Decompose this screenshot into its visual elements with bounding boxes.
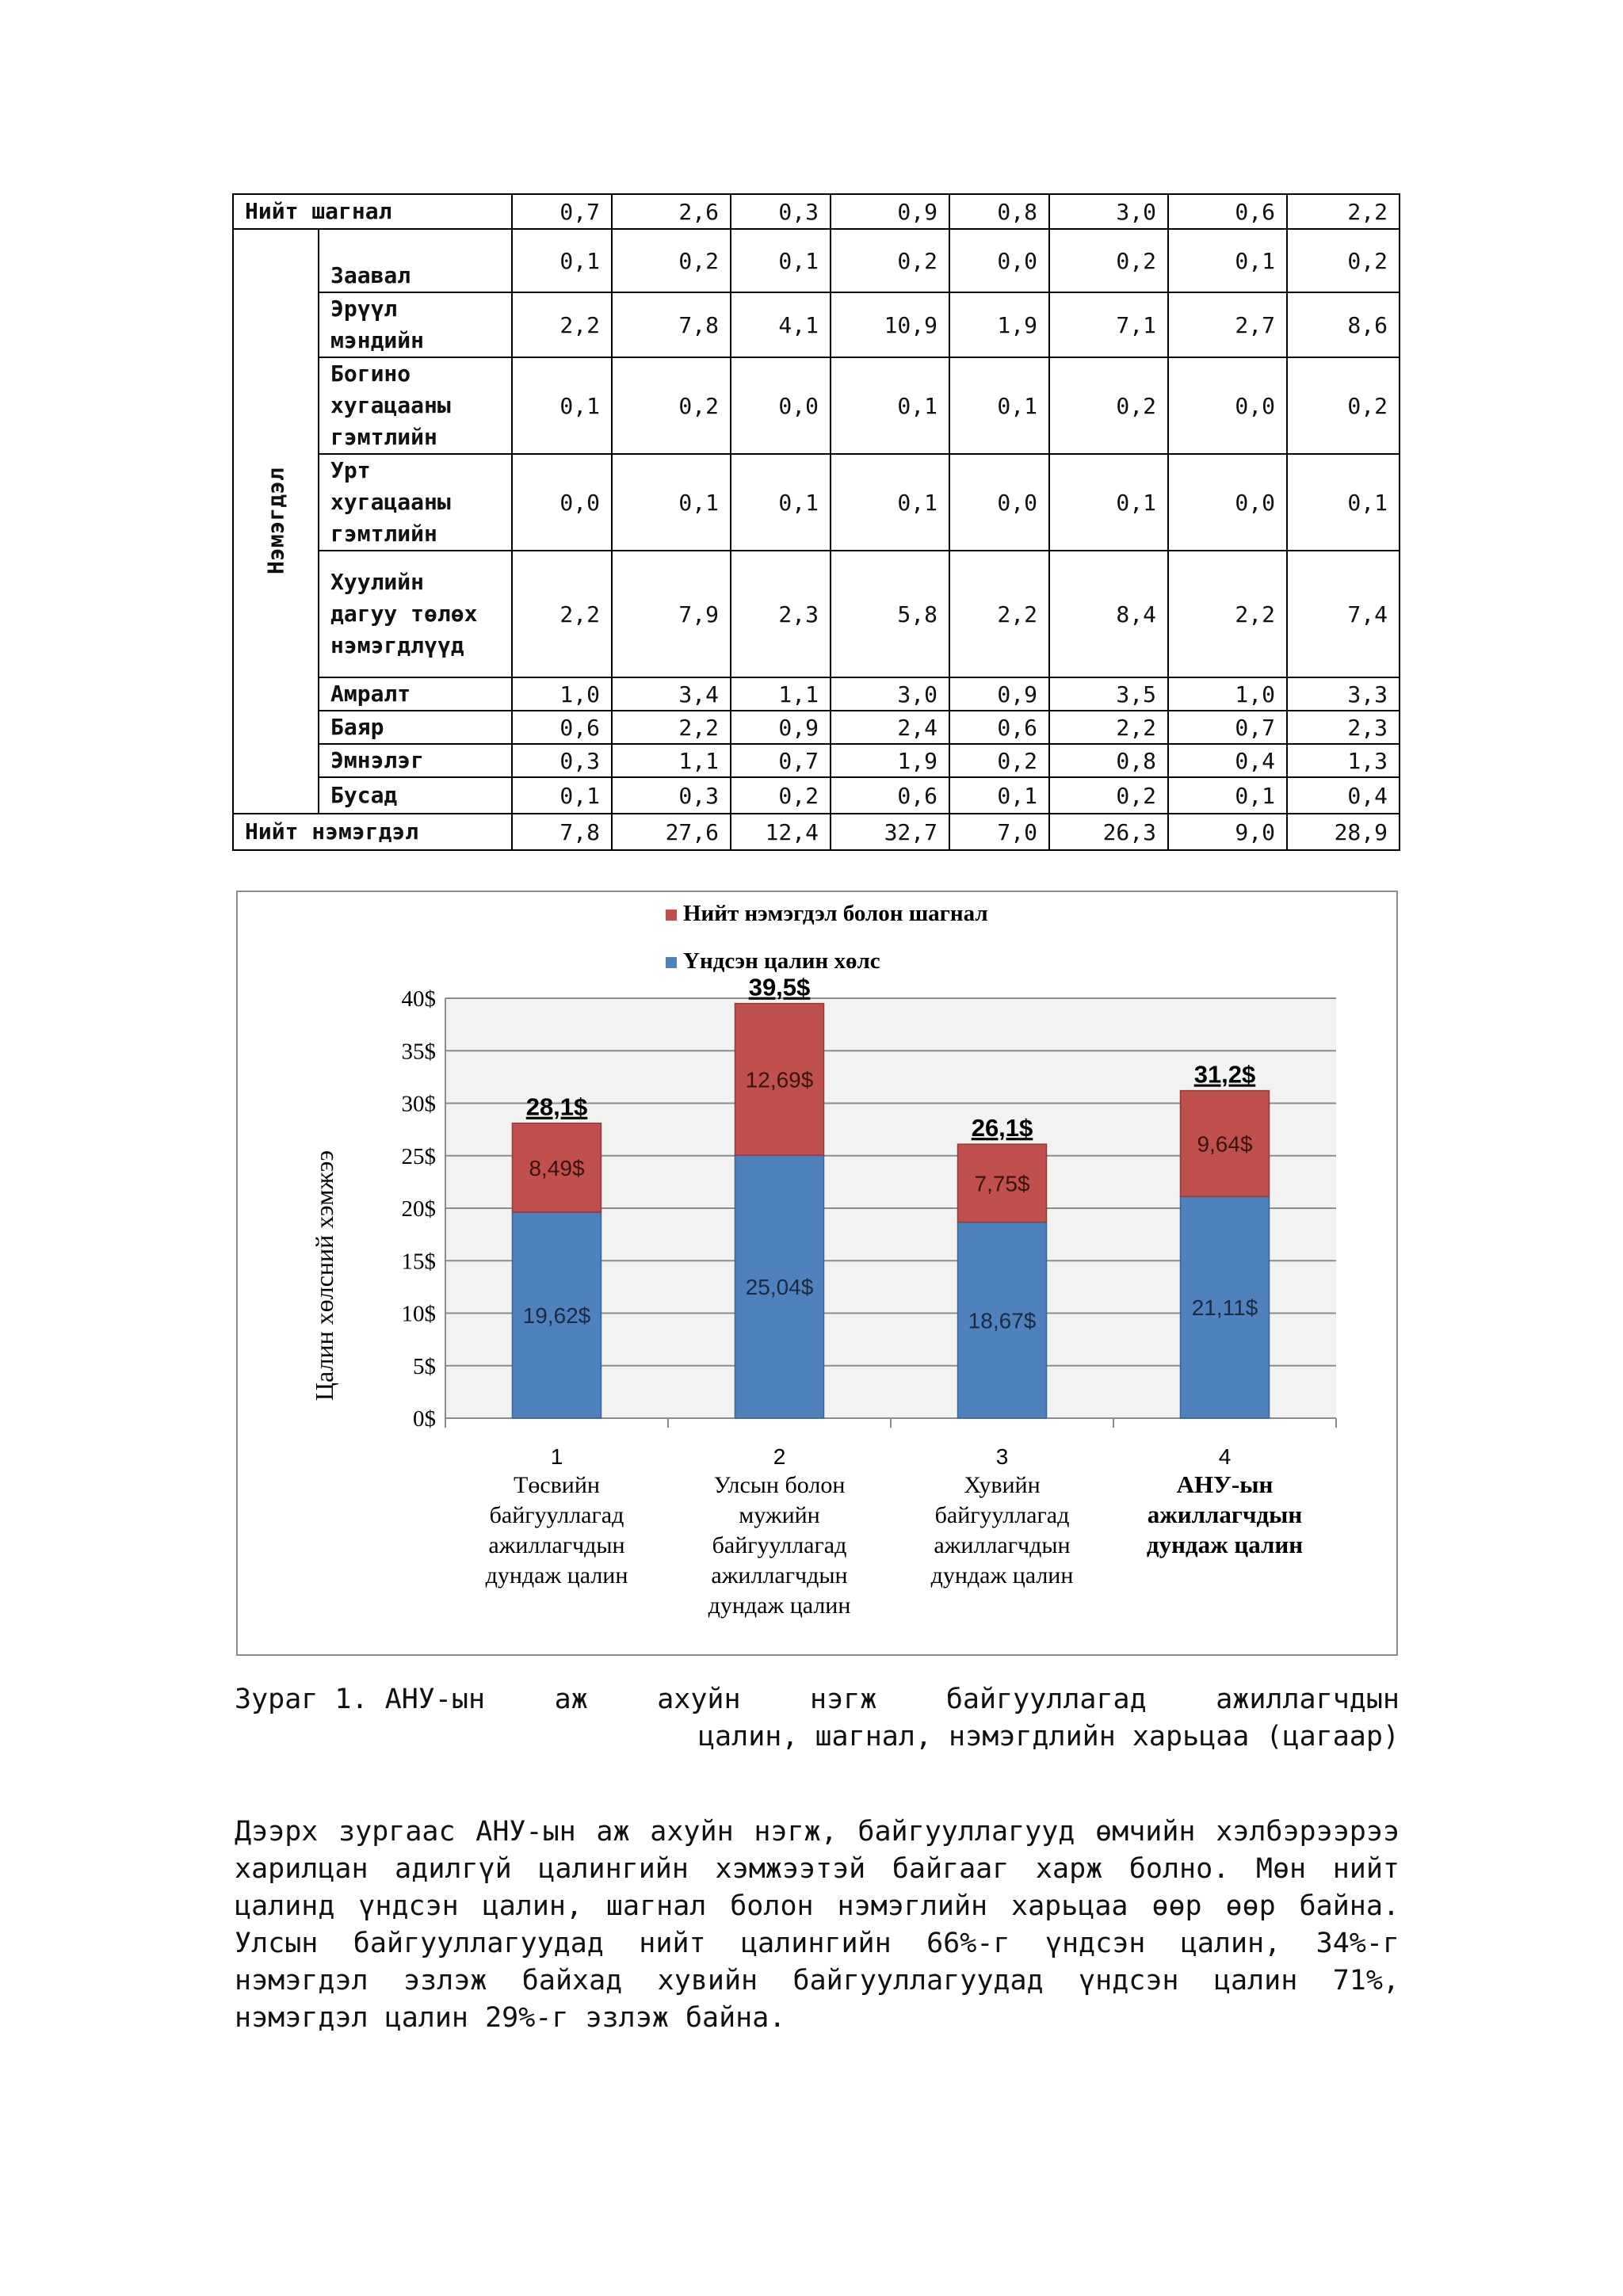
x-category-label: байгууллагад <box>489 1502 624 1528</box>
table-cell: 0,9 <box>949 677 1049 711</box>
data-label-base-salary: 19,62$ <box>522 1303 591 1329</box>
data-label-total: 31,2$ <box>1193 1060 1256 1089</box>
row-label: Бусад <box>319 777 512 814</box>
table-cell: 0,2 <box>1287 357 1400 454</box>
wage-breakdown-table <box>232 193 1400 851</box>
table-cell: 1,0 <box>512 677 612 711</box>
x-category-number: 4 <box>1218 1444 1232 1469</box>
table-row <box>233 677 1400 711</box>
table-row <box>233 711 1400 744</box>
data-label-allowance: 12,69$ <box>745 1067 814 1093</box>
caption-word: нэгж <box>810 1684 877 1715</box>
table-cell: 2,2 <box>1168 551 1287 677</box>
table-cell: 0,3 <box>612 777 731 814</box>
table-cell: 0,1 <box>949 357 1049 454</box>
x-category-label: дундаж цалин <box>708 1592 851 1619</box>
x-category-label: Улсын болон <box>713 1472 846 1498</box>
table-cell: 0,0 <box>1168 454 1287 551</box>
legend-label-base-salary: Үндсэн цалин хөлс <box>683 948 880 974</box>
table-cell: 2,2 <box>512 551 612 677</box>
table-cell: 4,1 <box>731 292 831 357</box>
table-cell: 0,9 <box>731 711 831 744</box>
table-cell: 10,9 <box>831 292 949 357</box>
x-category-label: Төсвийн <box>514 1472 600 1498</box>
caption-word: ахуйн <box>657 1684 741 1715</box>
table-cell: 0,1 <box>612 454 731 551</box>
table-cell: 2,7 <box>1168 292 1287 357</box>
row-label: Заавал <box>319 229 512 292</box>
table-cell: 0,6 <box>831 777 949 814</box>
table-cell: 1,9 <box>831 744 949 777</box>
table-row <box>233 744 1400 777</box>
table-cell: 0,2 <box>831 229 949 292</box>
table-cell: 0,0 <box>1168 357 1287 454</box>
table-cell: 1,1 <box>612 744 731 777</box>
data-label-allowance: 9,64$ <box>1197 1131 1253 1157</box>
table-cell: 7,8 <box>512 814 612 850</box>
y-tick-label: 0$ <box>413 1406 436 1432</box>
y-tick-label: 30$ <box>401 1091 436 1117</box>
table-cell: 2,2 <box>949 551 1049 677</box>
caption-line-2: цалин, шагнал, нэмэгдлийн харьцаа (цагаар) <box>697 1721 1400 1753</box>
table-cell: 0,8 <box>949 194 1049 229</box>
table-cell: 0,1 <box>1168 777 1287 814</box>
figure-caption <box>235 1681 1400 1756</box>
x-category-label: Хувийн <box>964 1472 1041 1498</box>
table-cell: 7,9 <box>612 551 731 677</box>
table-cell: 32,7 <box>831 814 949 850</box>
group-label-allowance: Нэмэгдэл <box>233 229 319 814</box>
legend-swatch-allowance <box>666 910 677 921</box>
table-cell: 3,5 <box>1049 677 1168 711</box>
x-category-label: АНУ-ын <box>1176 1470 1274 1498</box>
table-cell: 0,2 <box>1049 229 1168 292</box>
table-cell: 12,4 <box>731 814 831 850</box>
table-cell: 0,1 <box>1287 454 1400 551</box>
y-tick-label: 10$ <box>401 1301 436 1327</box>
data-label-base-salary: 21,11$ <box>1191 1295 1258 1321</box>
data-label-base-salary: 18,67$ <box>968 1308 1037 1333</box>
table-cell: 0,1 <box>512 777 612 814</box>
table-row <box>233 357 1400 454</box>
row-label: Урт хугацааны гэмтлийн <box>319 454 512 551</box>
table-cell: 1,0 <box>1168 677 1287 711</box>
table-cell: 8,6 <box>1287 292 1400 357</box>
table-cell: 0,1 <box>731 229 831 292</box>
caption-word: байгууллагад <box>945 1684 1147 1715</box>
row-label: Эрүүл мэндийн <box>319 292 512 357</box>
caption-word: аж <box>554 1684 588 1715</box>
table-row <box>233 229 1400 292</box>
caption-word: ажиллагчдын <box>1216 1684 1400 1715</box>
table-cell: 0,2 <box>949 744 1049 777</box>
table-cell: 28,9 <box>1287 814 1400 850</box>
table-cell: 0,2 <box>612 229 731 292</box>
x-category-label: ажиллагчдын <box>711 1562 848 1589</box>
data-label-total: 28,1$ <box>525 1093 588 1121</box>
table-cell: 0,6 <box>512 711 612 744</box>
x-category-label: байгууллагад <box>934 1502 1070 1528</box>
table-cell: 7,0 <box>949 814 1049 850</box>
table-cell: 5,8 <box>831 551 949 677</box>
data-label-allowance: 8,49$ <box>529 1155 585 1180</box>
y-tick-label: 20$ <box>401 1196 436 1222</box>
table-cell: 0,2 <box>1287 229 1400 292</box>
table-cell: 0,9 <box>831 194 949 229</box>
table-cell: 0,2 <box>1049 777 1168 814</box>
table-cell: 0,0 <box>949 454 1049 551</box>
caption-line-1 <box>235 1681 1400 1718</box>
table-row <box>233 454 1400 551</box>
table-cell: 0,7 <box>512 194 612 229</box>
table-cell: 0,2 <box>731 777 831 814</box>
table-cell: 9,0 <box>1168 814 1287 850</box>
table-cell: 27,6 <box>612 814 731 850</box>
table-cell: 2,6 <box>612 194 731 229</box>
body-paragraph: Дээрх зургаас АНУ-ын аж ахуйн нэгж, байгууллагууд өмчийн хэлбэрээрээ харилцан адилгүй цалингийн хэмжээтэй байгааг харж болно. Мөн нийт цалинд үндсэн цалин, шагнал болон нэмэглийн харьцаа өөр өөр байна. Улсын байгууллагуудад нийт цалингийн 66%-г үндсэн цалин, 34%-г нэмэгдэл эзлэж байхад хувийн байгууллагуудад үндсэн цалин 71%, нэмэгдэл цалин 29%-г эзлэж байна. <box>235 1816 1400 2034</box>
table-cell: 3,3 <box>1287 677 1400 711</box>
legend-label-allowance: Нийт нэмэгдэл болон шагнал <box>683 901 988 926</box>
data-label-total: 26,1$ <box>971 1114 1033 1142</box>
y-axis-label: Цалин хөлсний хэмжээ <box>310 1150 338 1402</box>
x-category-label: мужийн <box>739 1502 820 1528</box>
table-cell: 2,2 <box>1287 194 1400 229</box>
data-label-base-salary: 25,04$ <box>745 1275 814 1300</box>
x-category-label: ажиллагчдын <box>934 1532 1071 1558</box>
data-label-total: 39,5$ <box>748 973 811 1001</box>
table-cell: 7,4 <box>1287 551 1400 677</box>
table-cell: 26,3 <box>1049 814 1168 850</box>
data-label-allowance: 7,75$ <box>974 1171 1030 1196</box>
table-cell: 0,1 <box>1168 229 1287 292</box>
table-cell: 2,2 <box>612 711 731 744</box>
table-cell: 0,3 <box>731 194 831 229</box>
caption-word: Зураг 1. АНУ-ын <box>235 1684 486 1715</box>
x-category-label: ажиллагчдын <box>1147 1501 1303 1528</box>
table-cell: 0,4 <box>1168 744 1287 777</box>
x-category-number: 2 <box>773 1444 786 1469</box>
legend-swatch-base-salary <box>666 957 677 968</box>
table-cell: 1,9 <box>949 292 1049 357</box>
table-row <box>233 777 1400 814</box>
salary-chart <box>236 891 1398 1656</box>
y-tick-label: 25$ <box>401 1143 436 1169</box>
table-cell: 2,2 <box>512 292 612 357</box>
table-row-total-allowance <box>233 814 1400 850</box>
table-cell: 0,4 <box>1287 777 1400 814</box>
table-cell: 8,4 <box>1049 551 1168 677</box>
stacked-bar-chart <box>238 892 1396 1654</box>
table-cell: 3,4 <box>612 677 731 711</box>
table-cell: 1,3 <box>1287 744 1400 777</box>
row-label: Богино хугацааны гэмтлийн <box>319 357 512 454</box>
table-cell: 3,0 <box>831 677 949 711</box>
y-tick-label: 15$ <box>401 1249 436 1275</box>
table-cell: 0,8 <box>1049 744 1168 777</box>
x-category-label: дундаж цалин <box>485 1562 628 1589</box>
table-cell: 0,1 <box>1049 454 1168 551</box>
table-cell: 0,1 <box>512 229 612 292</box>
row-label: Нийт шагнал <box>233 194 512 229</box>
table-cell: 2,3 <box>731 551 831 677</box>
table-cell: 1,1 <box>731 677 831 711</box>
row-label: Хуулийн дагуу төлөх нэмэгдлүүд <box>319 551 512 677</box>
row-label: Эмнэлэг <box>319 744 512 777</box>
table-cell: 2,3 <box>1287 711 1400 744</box>
table-cell: 0,7 <box>731 744 831 777</box>
table-cell: 0,0 <box>731 357 831 454</box>
table-cell: 3,0 <box>1049 194 1168 229</box>
table-cell: 2,4 <box>831 711 949 744</box>
x-category-number: 1 <box>550 1444 563 1469</box>
table-cell: 0,2 <box>1049 357 1168 454</box>
x-category-label: ажиллагчдын <box>488 1532 625 1558</box>
y-tick-label: 5$ <box>413 1353 436 1379</box>
table-cell: 0,0 <box>949 229 1049 292</box>
table-cell: 0,1 <box>731 454 831 551</box>
table-cell: 0,1 <box>831 357 949 454</box>
table-cell: 7,1 <box>1049 292 1168 357</box>
row-label: Амралт <box>319 677 512 711</box>
y-tick-label: 40$ <box>401 986 436 1012</box>
table-cell: 0,0 <box>512 454 612 551</box>
table-cell: 7,8 <box>612 292 731 357</box>
table-row <box>233 292 1400 357</box>
table-cell: 0,1 <box>831 454 949 551</box>
table-cell: 0,2 <box>612 357 731 454</box>
x-category-number: 3 <box>995 1444 1009 1469</box>
row-label: Баяр <box>319 711 512 744</box>
table-cell: 0,6 <box>949 711 1049 744</box>
table-cell: 0,1 <box>512 357 612 454</box>
table-cell: 2,2 <box>1049 711 1168 744</box>
table-cell: 0,1 <box>949 777 1049 814</box>
table-row <box>233 551 1400 677</box>
x-category-label: байгууллагад <box>712 1532 847 1558</box>
table-cell: 0,3 <box>512 744 612 777</box>
table-cell: 0,6 <box>1168 194 1287 229</box>
chart-legend <box>666 901 988 974</box>
table-row-total-bonus <box>233 194 1400 229</box>
x-category-label: дундаж цалин <box>1146 1531 1304 1558</box>
row-label: Нийт нэмэгдэл <box>233 814 512 850</box>
x-category-label: дундаж цалин <box>930 1562 1074 1589</box>
table-cell: 0,7 <box>1168 711 1287 744</box>
y-tick-label: 35$ <box>401 1039 436 1065</box>
